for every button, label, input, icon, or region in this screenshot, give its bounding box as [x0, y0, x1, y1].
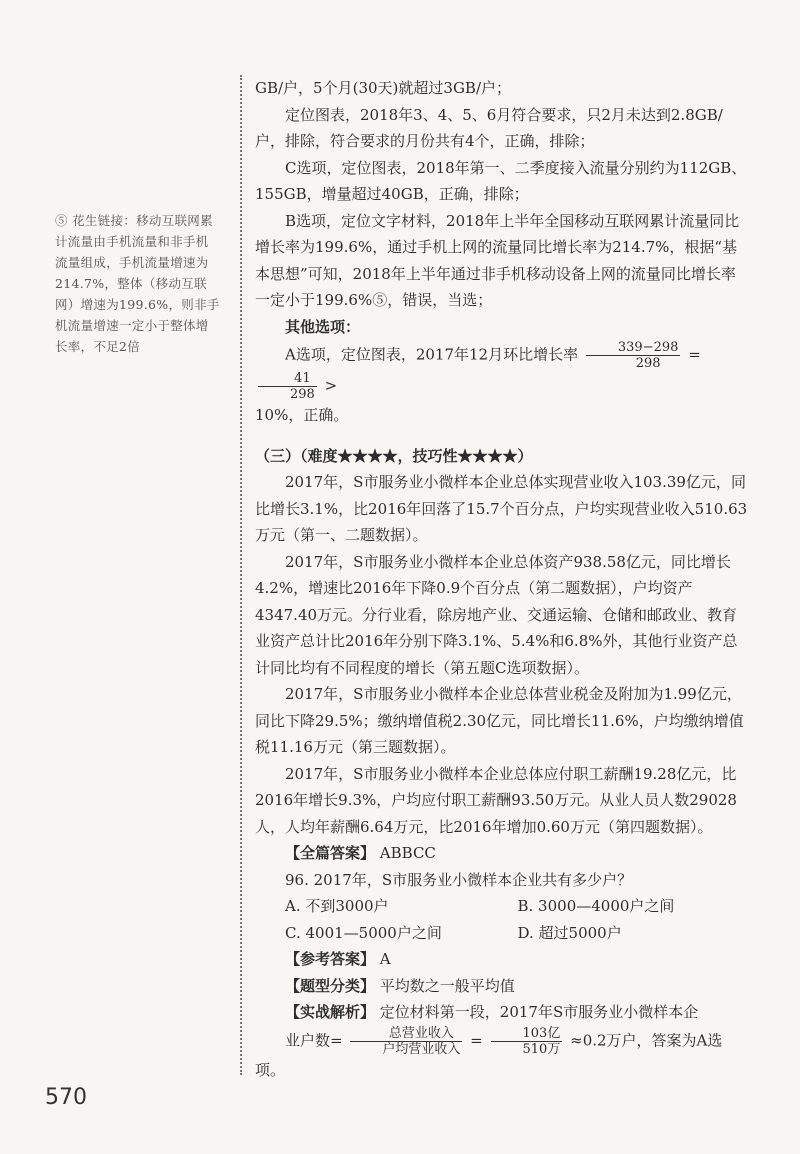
- answers-label: 【全篇答案】: [285, 844, 376, 862]
- option-a-analysis: [255, 340, 750, 402]
- option-a-suffix: 10%，正确。: [255, 406, 349, 424]
- option-b: B. 3000—4000户之间: [517, 897, 675, 915]
- main-content: [255, 75, 750, 1083]
- section-heading: （三）（难度★★★★，技巧性★★★★）: [255, 446, 533, 465]
- formula-fraction-1-denominator: 户均营业收入: [382, 1041, 461, 1057]
- fraction-2-numerator: 41: [258, 371, 317, 387]
- other-options-heading: 其他选项：: [285, 317, 361, 336]
- question-text: 2017年，S市服务业小微样本企业共有多少户？: [313, 870, 633, 889]
- formula-equals-sign: =: [470, 1031, 483, 1049]
- practical-analysis-label: 【实战解析】: [285, 1003, 376, 1021]
- option-d: D. 超过5000户: [517, 923, 622, 942]
- question-type-line: [255, 973, 750, 1000]
- formula-fraction-2: [491, 1026, 563, 1057]
- section-para-2: 2017年，S市服务业小微样本企业总体资产938.58亿元，同比增长4.2%，增速比2016年下降0.9个百分点（第二题数据），户均资产4347.40万元。分行业看，除房地产业、交通运输、仓储和邮政业、教育业资产总计比2016年分别下降3.1%、5.4%和6.8%外，其他行业资产总计同比均有不同程度的增长（第五题C选项数据）。: [255, 552, 738, 677]
- formula-fraction-1: [350, 1026, 462, 1057]
- fraction-2-denominator: 298: [290, 387, 315, 402]
- question-options: [255, 893, 750, 946]
- section-para-4: 2017年，S市服务业小微样本企业总体应付职工薪酬19.28亿元，比2016年增长9.3%，户均应付职工薪酬93.50万元。从业人员人数29028人，人均年薪酬6.64万元，比2016年增加0.60万元（第四题数据）。: [255, 764, 737, 836]
- reference-answer-line: [255, 946, 750, 973]
- formula-prefix: 业户数=: [285, 1031, 343, 1049]
- practical-analysis-text: 定位材料第一段，2017年S市服务业小微样本企: [379, 1003, 699, 1021]
- formula-fraction-2-numerator: 103亿: [491, 1026, 563, 1042]
- option-a: A. 不到3000户: [285, 897, 389, 915]
- option-c: C. 4001—5000户之间: [285, 923, 442, 942]
- answers-value: ABBCC: [379, 844, 436, 862]
- equals-sign: =: [688, 345, 701, 364]
- formula-fraction-2-denominator: 510万: [522, 1041, 561, 1057]
- margin-divider: [240, 75, 242, 1075]
- analysis-line-2: 定位图表，2018年3、4、5、6月符合要求，只2月未达到2.8GB/户，排除，符合要求的月份共有4个，正确，排除；: [255, 105, 723, 150]
- formula-fraction-1-numerator: 总营业收入: [350, 1026, 462, 1042]
- reference-answer-value: A: [379, 950, 391, 968]
- section-para-3: 2017年，S市服务业小微样本企业总体营业税金及附加为1.99亿元，同比下降29.5%；缴纳增值税2.30亿元，同比增长11.6%，户均缴纳增值税11.16万元（第三题数据）。: [255, 685, 744, 756]
- analysis-line-1: GB/户，5个月(30天)就超过3GB/户；: [255, 79, 511, 97]
- analysis-line-4: B选项，定位文字材料，2018年上半年全国移动互联网累计流量同比增长率为199.6%，通过手机上网的流量同比增长率为214.7%，根据“基本思想”可知，2018年上半年通过非手机移动设备上网的流量同比增长率一定小于199.6%⑤，错误，当选；: [255, 211, 740, 309]
- fraction-1-numerator: 339−298: [586, 340, 681, 356]
- answers-line: [255, 840, 750, 867]
- fraction-1: [586, 340, 681, 371]
- fraction-2: [258, 371, 317, 402]
- practical-analysis-line: [255, 999, 750, 1026]
- question-type-label: 【题型分类】: [285, 976, 376, 995]
- option-a-prefix: A选项，定位图表，2017年12月环比增长率: [285, 345, 579, 364]
- greater-than-sign: >: [324, 376, 338, 395]
- page-number: 570: [45, 1085, 87, 1110]
- reference-answer-label: 【参考答案】: [285, 950, 376, 968]
- section-para-1: 2017年，S市服务业小微样本企业总体实现营业收入103.39亿元，同比增长3.1%，比2016年回落了15.7个百分点，户均实现营业收入510.63万元（第一、二题数据）。: [255, 473, 748, 544]
- analysis-line-3: C选项，定位图表，2018年第一、二季度接入流量分别约为112GB、155GB，增量超过40GB，正确，排除；: [255, 158, 747, 203]
- question-line: [255, 867, 750, 894]
- question-type-value: 平均数之一般平均值: [379, 976, 515, 995]
- question-number: 96.: [285, 870, 309, 889]
- formula-suffix: ≈0.2万户，答案为A选项。: [255, 1031, 723, 1079]
- formula-line: [255, 1026, 750, 1084]
- margin-note: ⑤ 花生链接：移动互联网累计流量由手机流量和非手机流量组成，手机流量增速为214.7%，整体（移动互联网）增速为199.6%，则非手机流量增速一定小于整体增长率，不足2倍: [55, 213, 220, 354]
- fraction-1-denominator: 298: [635, 356, 661, 371]
